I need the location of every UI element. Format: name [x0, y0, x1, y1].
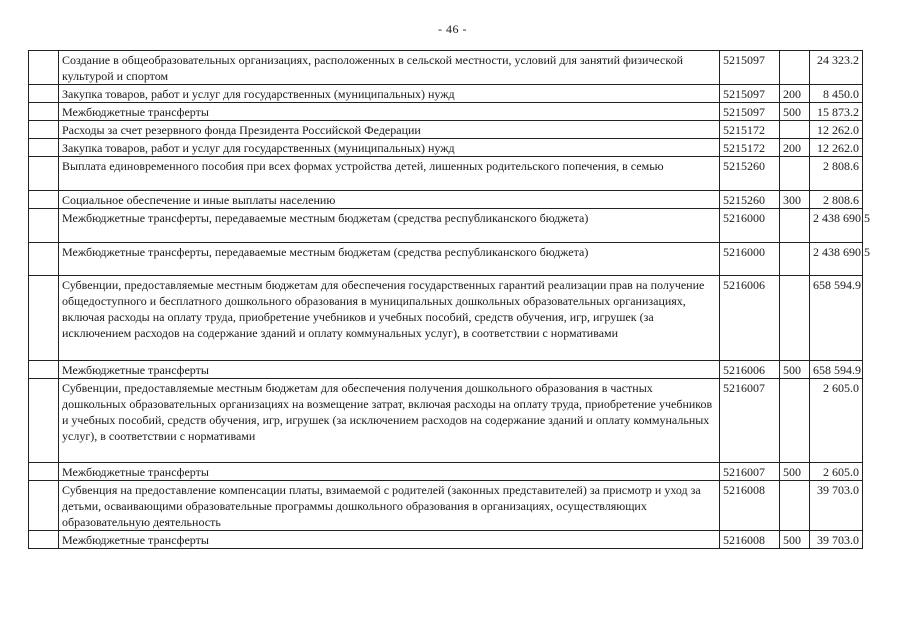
table-row [29, 463, 863, 481]
table-row [29, 85, 863, 103]
target-code-cell: 5216006 [720, 361, 780, 379]
table-row [29, 243, 863, 276]
amount-cell: 39 703.0 [810, 481, 863, 531]
table-row [29, 157, 863, 191]
expense-name-cell: Субвенции, предоставляемые местным бюджетам для обеспечения государственных гарантий реализации прав на получение общедоступного и бесплатного дошкольного образования в муниципальных дошкольных образовательных организациях, включая расходы на оплату труда, приобретение учебников и учебных пособий, средств обучения, игр, игрушек (за исключением расходов на содержание зданий и оплату коммунальных услуг), в соответствии с нормативами [59, 276, 720, 361]
target-code-cell: 5216000 [720, 243, 780, 276]
row-blank-cell [29, 531, 59, 549]
row-blank-cell [29, 51, 59, 85]
amount-cell: 2 438 690.5 [810, 243, 863, 276]
amount-cell: 39 703.0 [810, 531, 863, 549]
target-code-cell: 5215172 [720, 139, 780, 157]
table-row [29, 481, 863, 531]
expense-type-cell: 200 [780, 139, 810, 157]
table-row [29, 51, 863, 85]
target-code-cell: 5216007 [720, 463, 780, 481]
amount-cell: 8 450.0 [810, 85, 863, 103]
amount-cell: 2 605.0 [810, 463, 863, 481]
expense-type-cell [780, 157, 810, 191]
target-code-cell: 5216007 [720, 379, 780, 463]
expense-type-cell [780, 243, 810, 276]
row-blank-cell [29, 463, 59, 481]
amount-cell: 12 262.0 [810, 121, 863, 139]
expense-name-cell: Расходы за счет резервного фонда Президента Российской Федерации [59, 121, 720, 139]
target-code-cell: 5215097 [720, 85, 780, 103]
table-row [29, 361, 863, 379]
expense-type-cell [780, 379, 810, 463]
table-row [29, 191, 863, 209]
amount-cell: 15 873.2 [810, 103, 863, 121]
row-blank-cell [29, 139, 59, 157]
expense-name-cell: Межбюджетные трансферты [59, 103, 720, 121]
expense-type-cell: 500 [780, 463, 810, 481]
table-row [29, 379, 863, 463]
expense-name-cell: Субвенции, предоставляемые местным бюджетам для обеспечения получения дошкольного образования в частных дошкольных образовательных организациях на возмещение затрат, включая расходы на оплату труда, приобретение учебников и учебных пособий, средств обучения, игр, игрушек (за исключением расходов на содержание зданий и оплату коммунальных услуг), в соответствии с нормативами [59, 379, 720, 463]
row-blank-cell [29, 85, 59, 103]
row-blank-cell [29, 103, 59, 121]
expense-type-cell [780, 481, 810, 531]
table-row [29, 531, 863, 549]
page-number: - 46 - [438, 22, 467, 36]
target-code-cell: 5216000 [720, 209, 780, 243]
table-row [29, 139, 863, 157]
target-code-cell: 5215097 [720, 103, 780, 121]
expense-name-cell: Создание в общеобразовательных организациях, расположенных в сельской местности, условий для занятий физической культурой и спортом [59, 51, 720, 85]
row-blank-cell [29, 379, 59, 463]
expense-type-cell [780, 276, 810, 361]
target-code-cell: 5215172 [720, 121, 780, 139]
target-code-cell: 5215260 [720, 191, 780, 209]
expense-type-cell: 500 [780, 361, 810, 379]
expense-name-cell: Выплата единовременного пособия при всех формах устройства детей, лишенных родительского попечения, в семью [59, 157, 720, 191]
target-code-cell: 5215260 [720, 157, 780, 191]
row-blank-cell [29, 481, 59, 531]
row-blank-cell [29, 191, 59, 209]
table-row [29, 121, 863, 139]
target-code-cell: 5216008 [720, 481, 780, 531]
expense-name-cell: Закупка товаров, работ и услуг для государственных (муниципальных) нужд [59, 139, 720, 157]
row-blank-cell [29, 276, 59, 361]
expense-type-cell: 200 [780, 85, 810, 103]
expense-type-cell [780, 121, 810, 139]
table-row [29, 103, 863, 121]
row-blank-cell [29, 121, 59, 139]
row-blank-cell [29, 361, 59, 379]
amount-cell: 12 262.0 [810, 139, 863, 157]
expense-type-cell [780, 51, 810, 85]
expense-type-cell: 300 [780, 191, 810, 209]
target-code-cell: 5216006 [720, 276, 780, 361]
amount-cell: 2 438 690.5 [810, 209, 863, 243]
amount-cell: 2 605.0 [810, 379, 863, 463]
amount-cell: 658 594.9 [810, 276, 863, 361]
target-code-cell: 5216008 [720, 531, 780, 549]
amount-cell: 2 808.6 [810, 191, 863, 209]
expense-type-cell [780, 209, 810, 243]
expense-type-cell: 500 [780, 531, 810, 549]
expense-name-cell: Закупка товаров, работ и услуг для государственных (муниципальных) нужд [59, 85, 720, 103]
expense-name-cell: Межбюджетные трансферты, передаваемые местным бюджетам (средства республиканского бюджета) [59, 209, 720, 243]
row-blank-cell [29, 157, 59, 191]
expense-name-cell: Межбюджетные трансферты [59, 463, 720, 481]
expense-name-cell: Субвенция на предоставление компенсации платы, взимаемой с родителей (законных представителей) за присмотр и уход за детьми, осваивающими образовательные программы дошкольного образования в организациях, осуществляющих образовательную деятельность [59, 481, 720, 531]
expense-type-cell: 500 [780, 103, 810, 121]
amount-cell: 658 594.9 [810, 361, 863, 379]
table-row [29, 209, 863, 243]
expense-name-cell: Межбюджетные трансферты, передаваемые местным бюджетам (средства республиканского бюджета) [59, 243, 720, 276]
expense-name-cell: Межбюджетные трансферты [59, 361, 720, 379]
target-code-cell: 5215097 [720, 51, 780, 85]
row-blank-cell [29, 209, 59, 243]
expense-name-cell: Межбюджетные трансферты [59, 531, 720, 549]
amount-cell: 24 323.2 [810, 51, 863, 85]
expense-name-cell: Социальное обеспечение и иные выплаты населению [59, 191, 720, 209]
table-row [29, 276, 863, 361]
amount-cell: 2 808.6 [810, 157, 863, 191]
budget-table [28, 50, 870, 549]
row-blank-cell [29, 243, 59, 276]
